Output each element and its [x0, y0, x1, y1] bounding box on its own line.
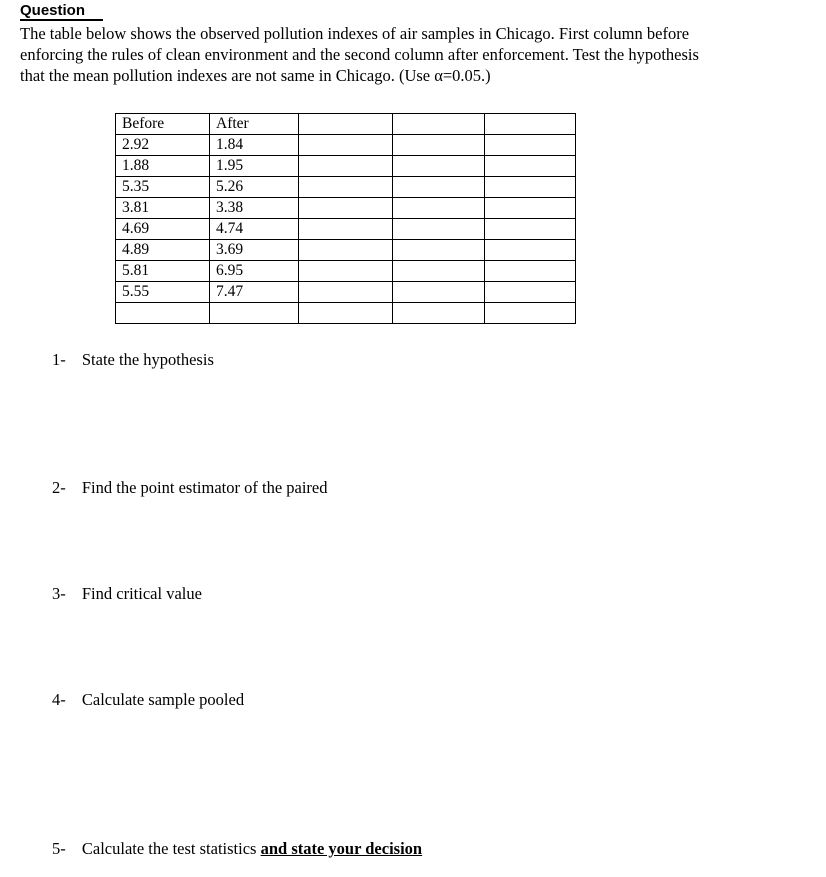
task-number: 4-	[52, 690, 66, 709]
table-cell-before: 1.88	[116, 156, 210, 177]
task-text: Find critical value	[81, 584, 202, 603]
table-empty-cell	[393, 198, 485, 219]
task-item-3	[20, 584, 806, 603]
table-empty-cell	[485, 177, 576, 198]
table-row	[116, 156, 576, 177]
table-cell-before: 4.69	[116, 219, 210, 240]
table-header-row	[116, 114, 576, 135]
table-row	[116, 177, 576, 198]
table-empty-cell	[393, 114, 485, 135]
table-empty-cell	[393, 303, 485, 324]
task-text: Calculate the test statistics	[81, 839, 257, 858]
table-row	[116, 261, 576, 282]
table-cell-after: 6.95	[210, 261, 299, 282]
task-number: 1-	[52, 350, 66, 369]
table-empty-cell	[393, 177, 485, 198]
table-cell-before: 3.81	[116, 198, 210, 219]
table-empty-cell	[393, 240, 485, 261]
table-empty-cell	[210, 303, 299, 324]
table-cell-after: 4.74	[210, 219, 299, 240]
task-text: State the hypothesis	[81, 350, 214, 369]
table-empty-cell	[485, 282, 576, 303]
table-header-before: Before	[116, 114, 210, 135]
question-heading: Question	[20, 2, 103, 21]
table-empty-cell	[485, 240, 576, 261]
task-text: Calculate sample pooled	[81, 690, 245, 709]
table-cell-before: 5.81	[116, 261, 210, 282]
table-empty-cell	[116, 303, 210, 324]
pollution-data-table	[115, 113, 576, 324]
table-cell-before: 5.35	[116, 177, 210, 198]
table-cell-before: 2.92	[116, 135, 210, 156]
table-empty-cell	[299, 261, 393, 282]
table-empty-cell	[299, 177, 393, 198]
table-cell-after: 1.95	[210, 156, 299, 177]
table-header-after: After	[210, 114, 299, 135]
task-number: 3-	[52, 584, 66, 603]
task-number: 5-	[52, 839, 66, 858]
table-empty-cell	[393, 219, 485, 240]
table-empty-cell	[299, 156, 393, 177]
table-cell-after: 3.69	[210, 240, 299, 261]
table-empty-cell	[485, 156, 576, 177]
table-cell-after: 1.84	[210, 135, 299, 156]
table-empty-cell	[485, 135, 576, 156]
table-empty-cell	[299, 303, 393, 324]
table-empty-cell	[299, 198, 393, 219]
task-item-4	[20, 690, 806, 709]
table-empty-cell	[485, 261, 576, 282]
table-empty-cell	[485, 114, 576, 135]
table-row	[116, 135, 576, 156]
table-empty-cell	[393, 135, 485, 156]
table-empty-cell	[485, 198, 576, 219]
table-empty-cell	[485, 219, 576, 240]
question-intro: The table below shows the observed pollution indexes of air samples in Chicago. First column before enforcing the rules of clean environment and the second column after enforcement. Test the hypothesis that the mean pollution indexes are not same in Chicago. (Use α=0.05.)	[20, 24, 699, 85]
table-row	[116, 282, 576, 303]
task-item-2	[20, 478, 806, 497]
table-cell-before: 5.55	[116, 282, 210, 303]
task-emphasis: and state your decision	[260, 839, 423, 858]
table-cell-before: 4.89	[116, 240, 210, 261]
table-row	[116, 240, 576, 261]
table-row	[116, 198, 576, 219]
table-cell-after: 7.47	[210, 282, 299, 303]
table-empty-cell	[299, 219, 393, 240]
task-item-5	[20, 839, 806, 858]
table-empty-cell	[485, 303, 576, 324]
table-row	[116, 219, 576, 240]
table-empty-cell	[299, 114, 393, 135]
table-cell-after: 3.38	[210, 198, 299, 219]
table-empty-row	[116, 303, 576, 324]
table-empty-cell	[299, 282, 393, 303]
table-cell-after: 5.26	[210, 177, 299, 198]
task-number: 2-	[52, 478, 66, 497]
table-empty-cell	[299, 135, 393, 156]
task-item-1	[20, 350, 806, 369]
table-empty-cell	[393, 282, 485, 303]
task-text: Find the point estimator of the paired	[81, 478, 328, 497]
table-empty-cell	[393, 261, 485, 282]
table-empty-cell	[299, 240, 393, 261]
table-empty-cell	[393, 156, 485, 177]
